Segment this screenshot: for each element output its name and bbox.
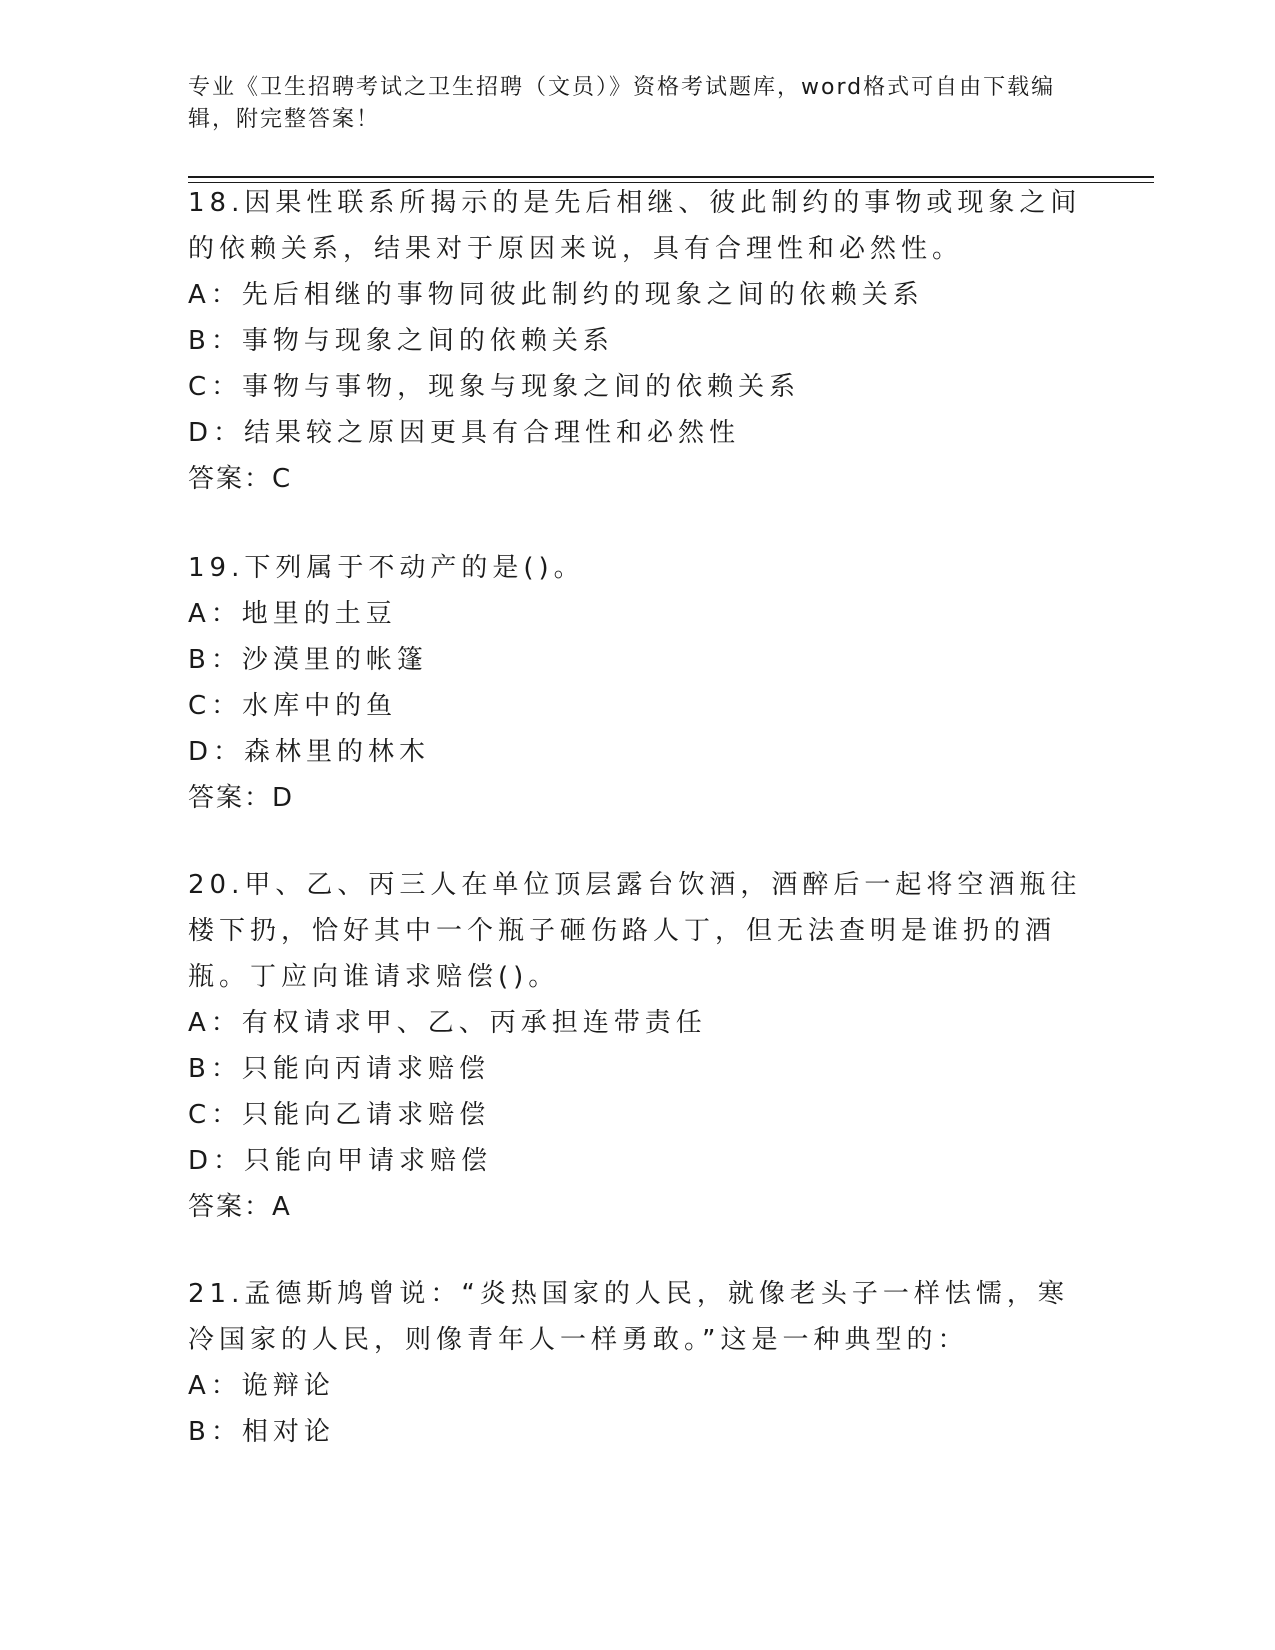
option-c: C：只能向乙请求赔偿 bbox=[188, 1100, 491, 1130]
option-a: A：有权请求甲、乙、丙承担连带责任 bbox=[188, 1008, 707, 1038]
answer-text: 答案：C bbox=[188, 464, 293, 494]
question-stem: 19.下列属于不动产的是()。 bbox=[188, 553, 585, 583]
option-b: B：沙漠里的帐篷 bbox=[188, 645, 428, 675]
option-a: A：诡辩论 bbox=[188, 1371, 335, 1401]
option-c: C：事物与事物，现象与现象之间的依赖关系 bbox=[188, 372, 801, 402]
option-a: A：先后相继的事物同彼此制约的现象之间的依赖关系 bbox=[188, 280, 924, 310]
option-d: D：结果较之原因更具有合理性和必然性 bbox=[188, 418, 741, 448]
answer-text: 答案：A bbox=[188, 1192, 292, 1222]
answer-text: 答案：D bbox=[188, 783, 295, 813]
option-b: B：事物与现象之间的依赖关系 bbox=[188, 326, 614, 356]
option-c: C：水库中的鱼 bbox=[188, 691, 398, 721]
question-21 bbox=[188, 1271, 1088, 1455]
header-divider bbox=[188, 176, 1154, 178]
question-20 bbox=[188, 862, 1088, 1230]
question-stem: 21.孟德斯鸠曾说：“炎热国家的人民，就像老头子一样怯懦，寒冷国家的人民，则像青年人一样勇敢。”这是一种典型的： bbox=[188, 1279, 1069, 1355]
option-a: A：地里的土豆 bbox=[188, 599, 397, 629]
option-b: B：只能向丙请求赔偿 bbox=[188, 1054, 490, 1084]
option-d: D：只能向甲请求赔偿 bbox=[188, 1146, 493, 1176]
document-header: 专业《卫生招聘考试之卫生招聘（文员）》资格考试题库，word格式可自由下载编辑，附完整答案！ bbox=[188, 75, 1056, 132]
option-b: B：相对论 bbox=[188, 1417, 335, 1447]
question-18 bbox=[188, 180, 1088, 502]
question-stem: 18.因果性联系所揭示的是先后相继、彼此制约的事物或现象之间的依赖关系，结果对于原因来说，具有合理性和必然性。 bbox=[188, 188, 1082, 264]
question-stem: 20.甲、乙、丙三人在单位顶层露台饮酒，酒醉后一起将空酒瓶往楼下扔，恰好其中一个瓶子砸伤路人丁，但无法查明是谁扔的酒瓶。丁应向谁请求赔偿()。 bbox=[188, 870, 1082, 992]
option-d: D：森林里的林木 bbox=[188, 737, 431, 767]
question-19 bbox=[188, 545, 1088, 821]
